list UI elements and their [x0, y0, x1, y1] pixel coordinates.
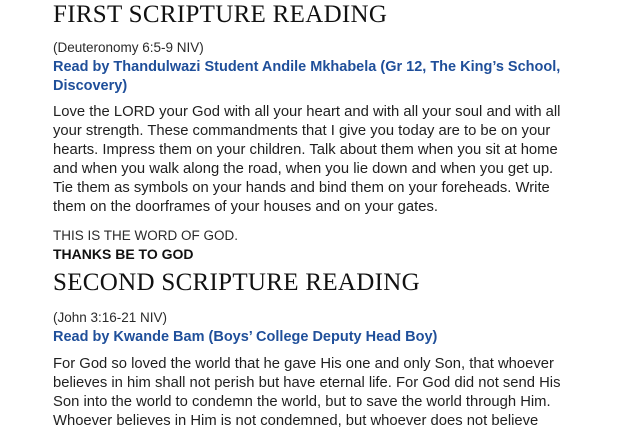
- passage-line: For God so loved the world that he gave His one and only Son, that whoever: [53, 356, 554, 372]
- second-reading-reader: Read by Kwande Bam (Boys’ College Deputy Head Boy): [53, 329, 438, 345]
- passage-line: Tie them as symbols on your hands and bind them on your foreheads. Write: [53, 180, 550, 196]
- first-reading-reader-line-1: Read by Thandulwazi Student Andile Mkhabela (Gr 12, The King’s School,: [53, 59, 561, 75]
- first-reading-reference: (Deuteronomy 6:5-9 NIV): [53, 40, 204, 55]
- passage-line: Love the LORD your God with all your heart and with all your soul and with all: [53, 104, 561, 120]
- first-reading-passage: [53, 103, 613, 217]
- first-reading-heading: FIRST SCRIPTURE READING: [53, 1, 388, 28]
- passage-line: Whoever believes in Him is not condemned, but whoever does not believe: [53, 413, 539, 427]
- passage-line: hearts. Impress them on your children. Talk about them when you sit at home: [53, 142, 558, 158]
- first-reading-closing: THIS IS THE WORD OF GOD.: [53, 228, 239, 243]
- passage-line: believes in him shall not perish but have eternal life. For God did not send His: [53, 375, 561, 391]
- second-reading-reference: (John 3:16-21 NIV): [53, 310, 168, 325]
- passage-line: them on the doorframes of your houses and on your gates.: [53, 199, 438, 215]
- first-reading-reader: [53, 58, 613, 96]
- passage-line: your strength. These commandments that I give you today are to be on your: [53, 123, 551, 139]
- first-reading-response: THANKS BE TO GOD: [53, 246, 194, 262]
- second-reading-heading: SECOND SCRIPTURE READING: [53, 269, 420, 296]
- passage-line: and when you walk along the road, when you lie down and when you get up.: [53, 161, 554, 177]
- passage-line: Son into the world to condemn the world, but to save the world through Him.: [53, 394, 551, 410]
- first-reading-reader-line-2: Discovery): [53, 78, 128, 94]
- second-reading-passage: [53, 355, 613, 427]
